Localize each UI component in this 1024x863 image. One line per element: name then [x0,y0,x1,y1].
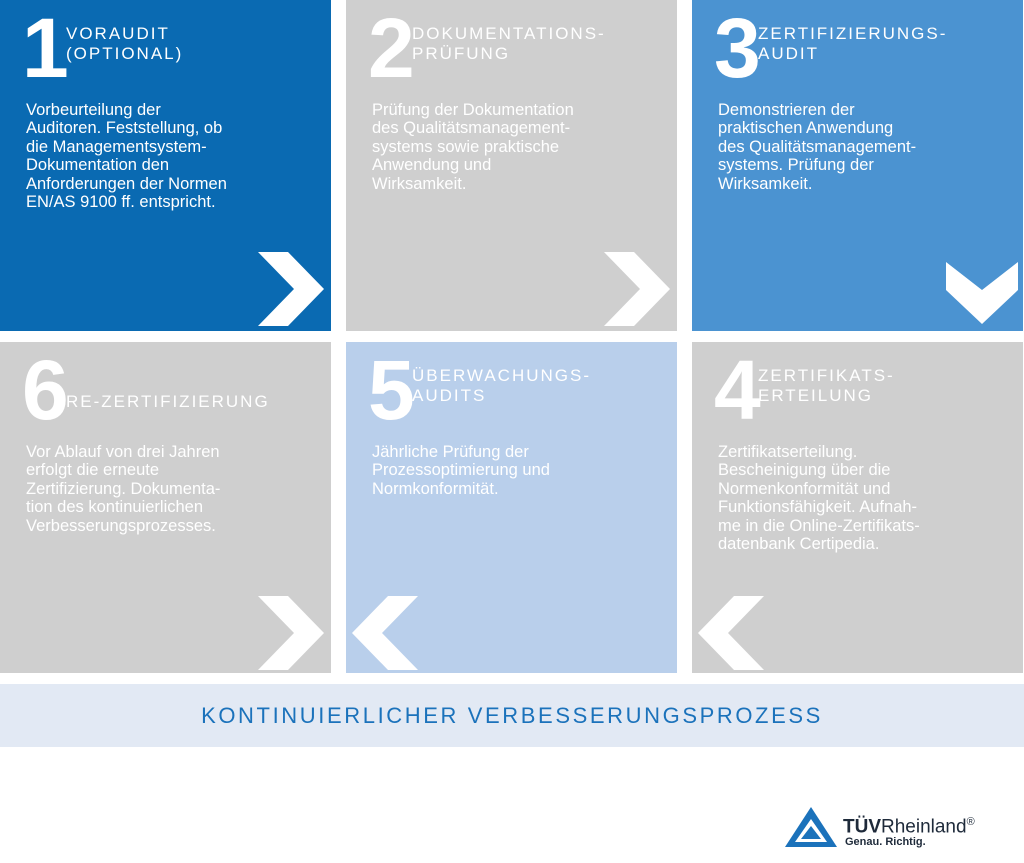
step-number: 3 [714,1,759,95]
step-title: RE-ZERTIFIZIERUNG [66,392,270,411]
step-number: 2 [368,1,413,95]
step-description: Zertifikatserteilung. Bescheinigung über die Normenkonformität und Funktionsfähigkeit. Aufnah- me in die Online-Zertifikats- datenbank Certipedia. [718,443,920,554]
step-1-tile [0,0,331,331]
step-6-tile [0,342,331,673]
logo-tagline: Genau. Richtig. [845,836,926,848]
step-description: Vor Ablauf von drei Jahren erfolgt die erneute Zertifizierung. Dokumenta- tion des kontinuierlichen Verbesserungsprozesses. [26,443,221,535]
step-2-tile [346,0,677,331]
step-title: ZERTIFIKATS- ERTEILUNG [758,366,895,405]
step-number: 4 [714,343,759,437]
step-5-tile [346,342,677,673]
chevron-left-icon [698,596,764,670]
step-title: ÜBERWACHUNGS- AUDITS [412,366,592,405]
chevron-right-icon [258,596,324,670]
step-description: Jährliche Prüfung der Prozessoptimierung und Normkonformität. [372,443,550,498]
chevron-down-icon [946,262,1018,324]
chevron-right-icon [258,252,324,326]
chevron-right-icon [604,252,670,326]
banner-text: KONTINUIERLICHER VERBESSERUNGSPROZESS [201,703,823,728]
process-banner [0,684,1024,747]
step-title: ZERTIFIZIERUNGS- AUDIT [758,24,948,63]
step-description: Demonstrieren der praktischen Anwendung des Qualitätsmanagement- systems. Prüfung der Wirksamkeit. [718,101,917,193]
tuv-rheinland-logo [785,805,1015,855]
step-description: Vorbeurteilung der Auditoren. Feststellung, ob die Managementsystem- Dokumentation den Anforderungen der Normen EN/AS 9100 ff. entspricht. [26,101,227,212]
chevron-left-icon [352,596,418,670]
step-description: Prüfung der Dokumentation des Qualitätsmanagement- systems sowie praktische Anwendung und Wirksamkeit. [372,101,574,193]
step-number: 5 [368,343,413,437]
step-title: VORAUDIT (OPTIONAL) [66,24,184,63]
step-number: 6 [22,343,67,437]
logo-wordmark: TÜVRheinland® [843,816,975,838]
step-number: 1 [22,1,67,95]
step-4-tile [692,342,1023,673]
triangle-logo-icon [785,807,837,852]
step-title: DOKUMENTATIONS- PRÜFUNG [412,24,606,63]
step-3-tile [692,0,1023,331]
